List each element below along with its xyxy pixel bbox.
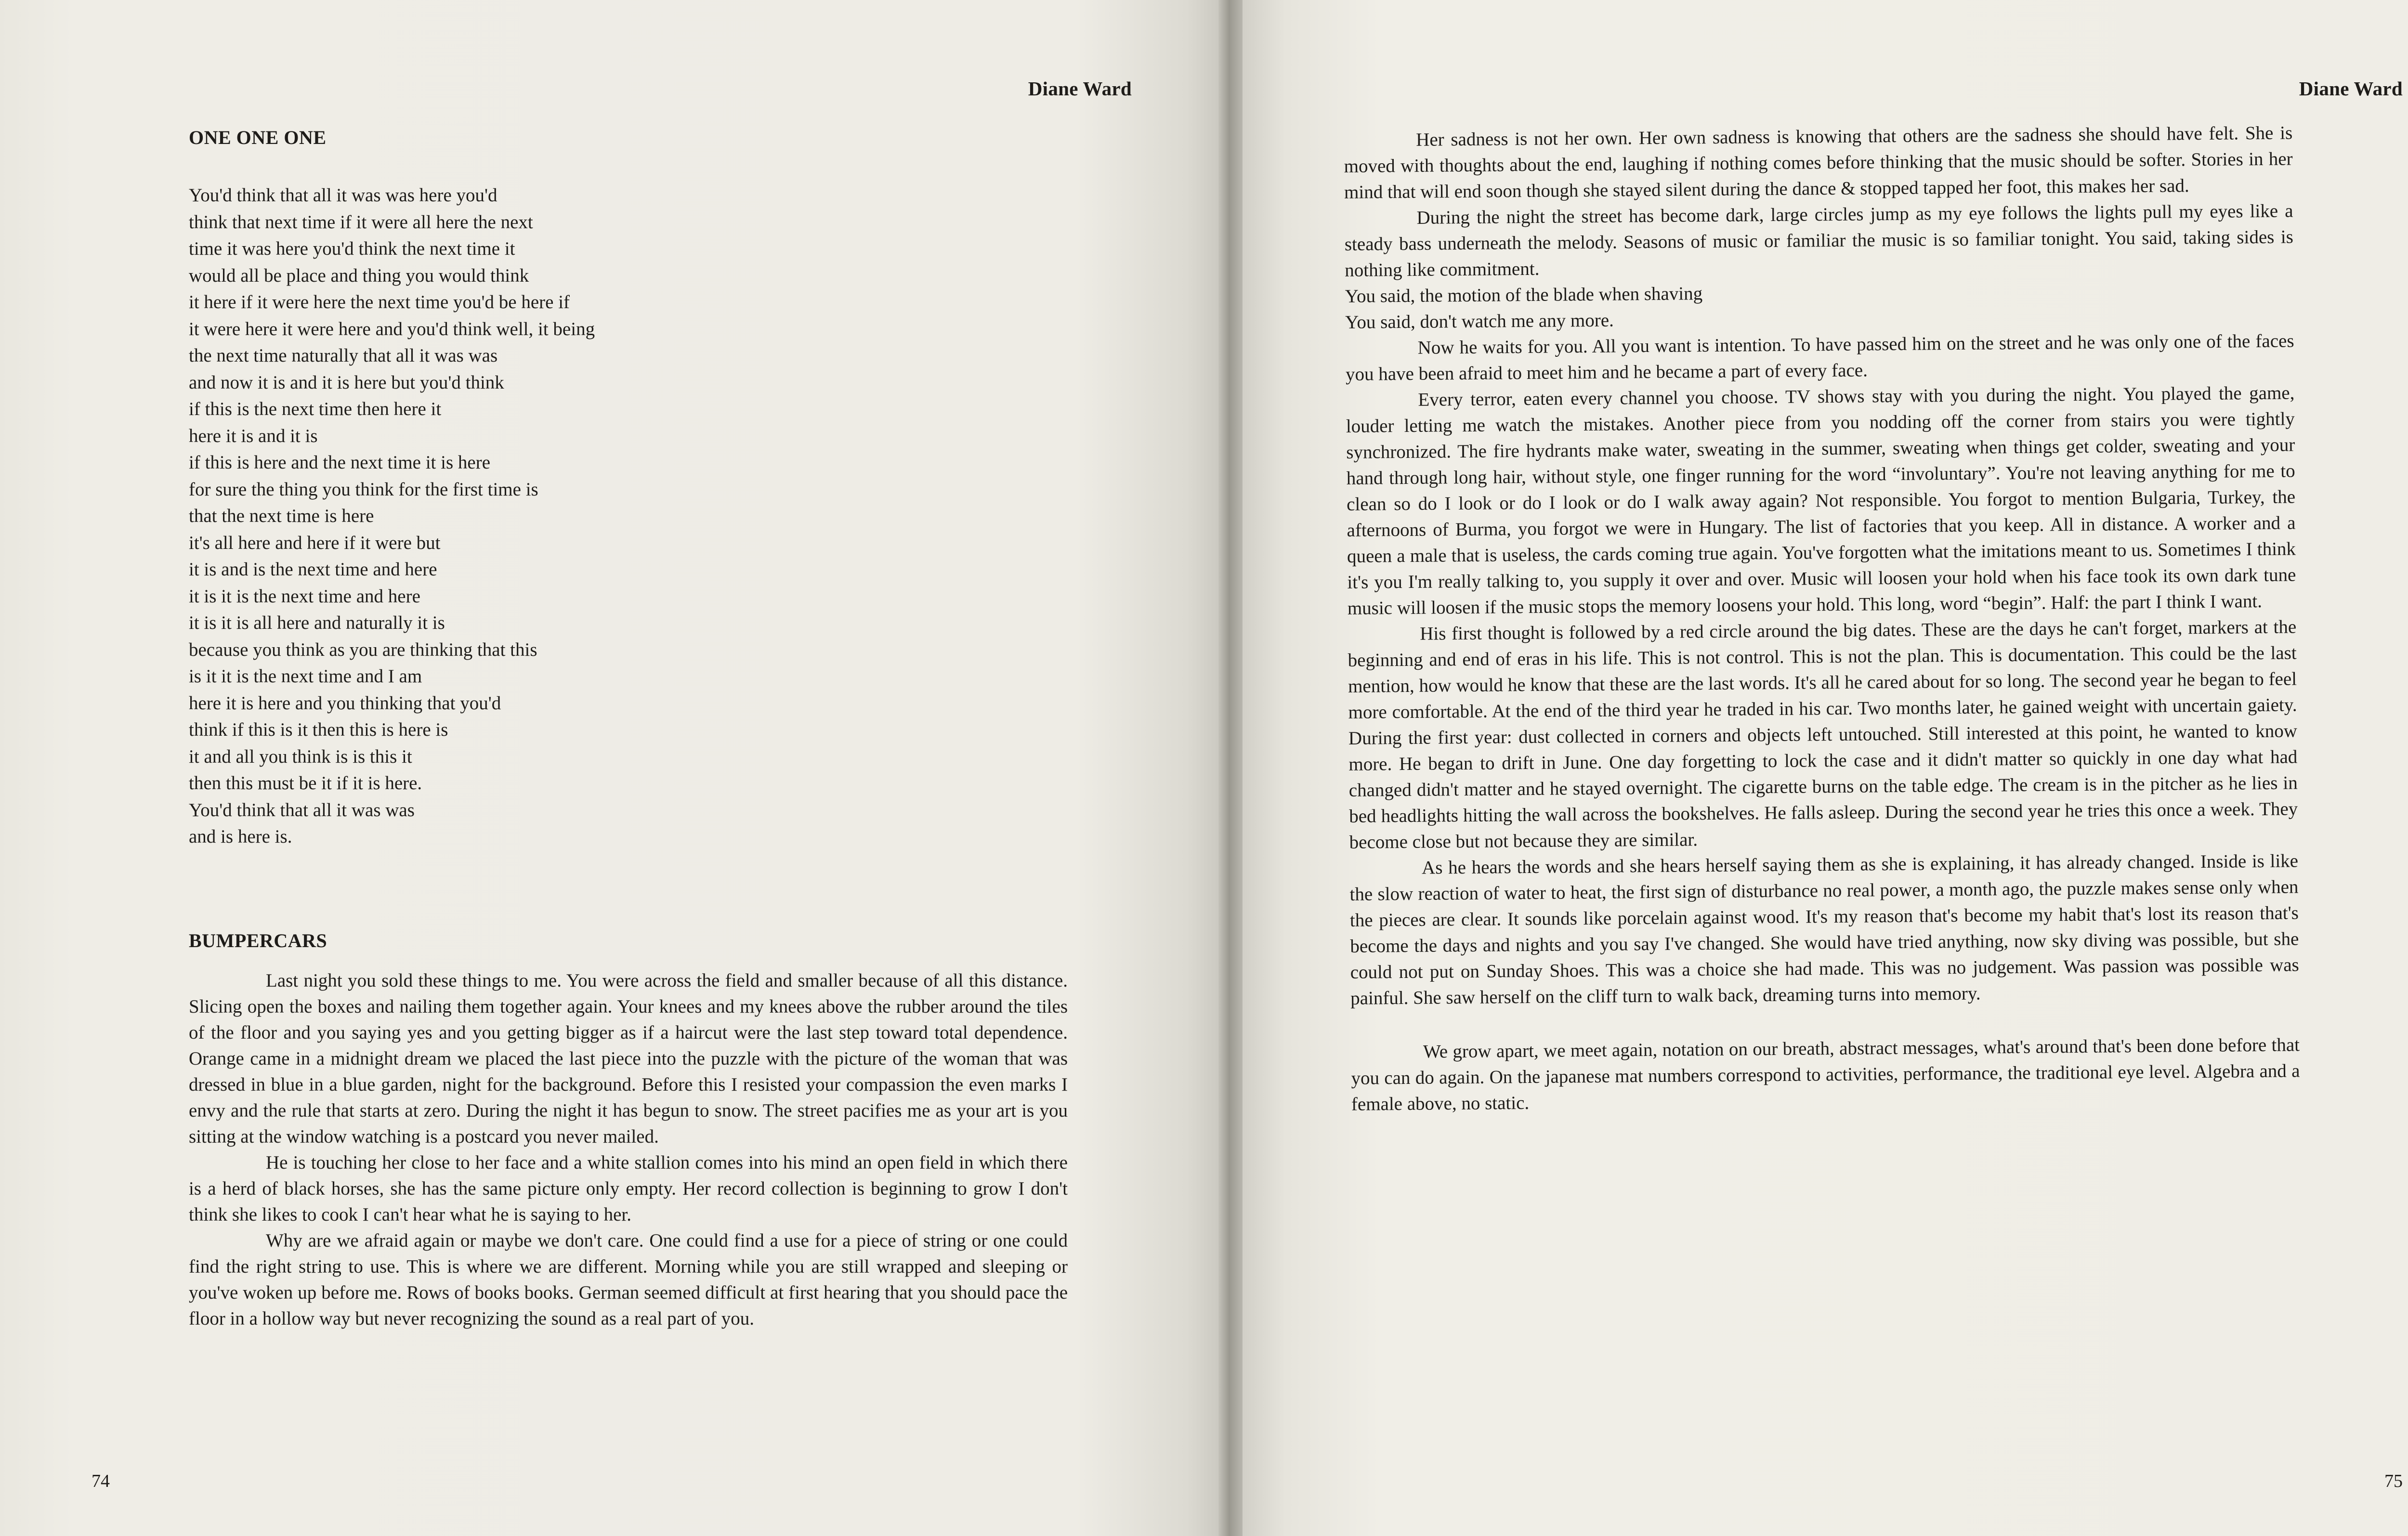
paragraph: As he hears the words and she hears herself saying them as she is explaining, it has already changed. Inside is like the slow reaction of water to heat, the first sign of disturbance no real power, a month ago, the puzzle makes sense only when the pieces are clear. It sounds like porcelain against wood. It's my reason that's become my habit that's lost its reason that's become the days and nights and you say I've changed. She would have tried anything, now sky diving was possible, but she could not put on Sunday Shoes. This was a choice she had made. This was no judgement. Was passion was possible was painful. She saw herself on the cliff turn to walk back, dreaming turns into memory.	[1349, 850, 2299, 1009]
poem-line: You'd think that all it was was	[189, 799, 415, 820]
poem-line: then this must be it if it is here.	[189, 773, 422, 794]
poem-line: it is it is the next time and here	[189, 586, 420, 607]
book-gutter	[1218, 0, 1243, 1536]
poem-line: and is here is.	[189, 826, 292, 847]
paragraph: We grow apart, we meet again, notation on our breath, abstract messages, what's around that's been done before that you can do again. On the japanese mat numbers correspond to activities, performance, the traditional eye level. Algebra and a female above, no static.	[1351, 1034, 2300, 1115]
paragraph: Why are we afraid again or maybe we don't care. One could find a use for a piece of string or one could find the right string to use. This is where we are different. Morning while you are still wrapped and sleeping or you've woken up before me. Rows of books books. German seemed difficult at first hearing that you should pace the floor in a hollow way but never recognizing the sound as a real part of you.	[189, 1230, 1068, 1329]
poem-line: think if this is it then this is here is	[189, 719, 448, 740]
paragraph: Now he waits for you. All you want is intention. To have passed him on the street and he was only one of the faces you have been afraid to meet him and he became a part of every face.	[1345, 330, 2294, 385]
running-head-author: Diane Ward	[1028, 78, 1132, 100]
page-number: 74	[92, 1471, 110, 1491]
poem-line: it's all here and here if it were but	[189, 532, 441, 553]
poem-line: You'd think that all it was was here you'd	[189, 185, 497, 206]
poem-line: it were here it were here and you'd think well, it being	[189, 318, 595, 339]
paragraph: You said, don't watch me any more.	[1345, 310, 1614, 333]
paragraph: His first thought is followed by a red circle around the big dates. These are the days he can't forget, markers at the beginning and end of eras in his life. This is not control. This is not the plan. This is documentation. This could be the last mention, how would he know that these are the last words. It's all he cared about for so long. The second year he began to feel more comfortable. At the end of the third year he traded in his car. Two months later, he gained weight with uncertain gaiety. During the first year: dust collected in corners and objects left untouched. Still interested at this point, he wanted to know more. He began to drift in June. One day forgetting to lock the case and it didn't matter so quickly in one day what had changed didn't matter and he stayed overnight. The cigarette burns on the table edge. The cream is in the pitcher as he lies in bed headlights hitting the wall across the bookshelves. He falls asleep. During the second year he tries this once a week. They become close but not because they are similar.	[1348, 616, 2298, 853]
prose-body	[189, 968, 1068, 1332]
poem-line: here it is and it is	[189, 425, 318, 446]
poem-title: ONE ONE ONE	[189, 127, 327, 148]
poem-line: and now it is and it is here but you'd think	[189, 372, 504, 393]
poem-line: time it was here you'd think the next time it	[189, 238, 515, 259]
paragraph: You said, the motion of the blade when shaving	[1345, 283, 1703, 307]
poem-line: it and all you think is is this it	[189, 746, 412, 767]
prose-title: BUMPERCARS	[189, 930, 327, 951]
poem-line: here it is here and you thinking that you'd	[189, 692, 501, 714]
poem-line: for sure the thing you think for the first time is	[189, 479, 538, 500]
poem-line: the next time naturally that all it was was	[189, 345, 498, 366]
prose-body	[1344, 120, 2300, 1118]
poem-line: it is it is all here and naturally it is	[189, 612, 445, 633]
poem-line: because you think as you are thinking that this	[189, 639, 537, 660]
right-page	[1238, 0, 2408, 1536]
paragraph: Every terror, eaten every channel you choose. TV shows stay with you during the night. You played the game, louder letting me watch the mistakes. Another piece from you nodding off the corner from stairs you were tightly synchronized. The fire hydrants make water, sweating in the summer, sweating when things get colder, sweating and your hand through long hair, without style, one finger running for the word “involuntary”. You're not leaving anything for me to clean so do I look or do I look or do I walk away again? Not responsible. You forgot to mention Bulgaria, Turkey, the afternoons of Burma, you forgot we were in Hungary. The list of factories that you keep. All in distance. A worker and a queen a male that is useless, the cards coming true again. You've forgotten what the imitations meant to us. Sometimes I think it's you I'm really talking to, you supply it over and over. Music will loosen your hold when his face took its own dark tune music will loosen if the music stops the memory loosens your hold. This long, word “begin”. Half: the part I think I want.	[1346, 382, 2296, 619]
page-number: 75	[2384, 1471, 2403, 1491]
poem-line: if this is the next time then here it	[189, 399, 442, 419]
paragraph: He is touching her close to her face and a white stallion comes into his mind an open field in which there is a herd of black horses, she has the same picture only empty. Her record collection is beginning to grow I don't think she likes to cook I can't hear what he is saying to her.	[189, 1152, 1068, 1225]
poem-line: that the next time is here	[189, 506, 374, 526]
paragraph: Last night you sold these things to me. You were across the field and smaller because of all this distance. Slicing open the boxes and nailing them together again. Your knees and my knees above the rubber around the tiles of the floor and you saying yes and you getting bigger as if a haircut were the last step toward total dependence. Orange came in a midnight dream we placed the last piece into the puzzle with the picture of the woman that was dressed in blue in a blue garden, night for the background. Before this I resisted your compassion the even marks I envy and the rule that starts at zero. During the night it has begun to snow. The street pacifies me as your art is you sitting at the window watching is a postcard you never mailed.	[189, 970, 1068, 1147]
running-head-author: Diane Ward	[2299, 78, 2403, 100]
poem-line: if this is here and the next time it is here	[189, 452, 490, 473]
poem-line: is it it is the next time and I am	[189, 666, 422, 687]
poem-line: it is and is the next time and here	[189, 559, 437, 580]
paragraph: During the night the street has become dark, large circles jump as my eye follows the lights pull my eyes like a steady bass underneath the melody. Seasons of music or familiar the music is so familiar tonight. You said, taking sides is nothing like commitment.	[1344, 200, 2294, 281]
poem-line: think that next time if it were all here the next	[189, 211, 533, 233]
poem-line: it here if it were here the next time you'd be here if	[189, 292, 570, 312]
poem-line: would all be place and thing you would think	[189, 265, 529, 286]
paragraph: Her sadness is not her own. Her own sadness is knowing that others are the sadness she should have felt. She is moved with thoughts about the end, laughing if nothing comes before thinking that the music should be softer. Stories in her mind that will end soon though she stayed silent during the dance & stopped tapped her foot, this makes her sad.	[1344, 122, 2293, 203]
poem-body	[189, 182, 595, 850]
